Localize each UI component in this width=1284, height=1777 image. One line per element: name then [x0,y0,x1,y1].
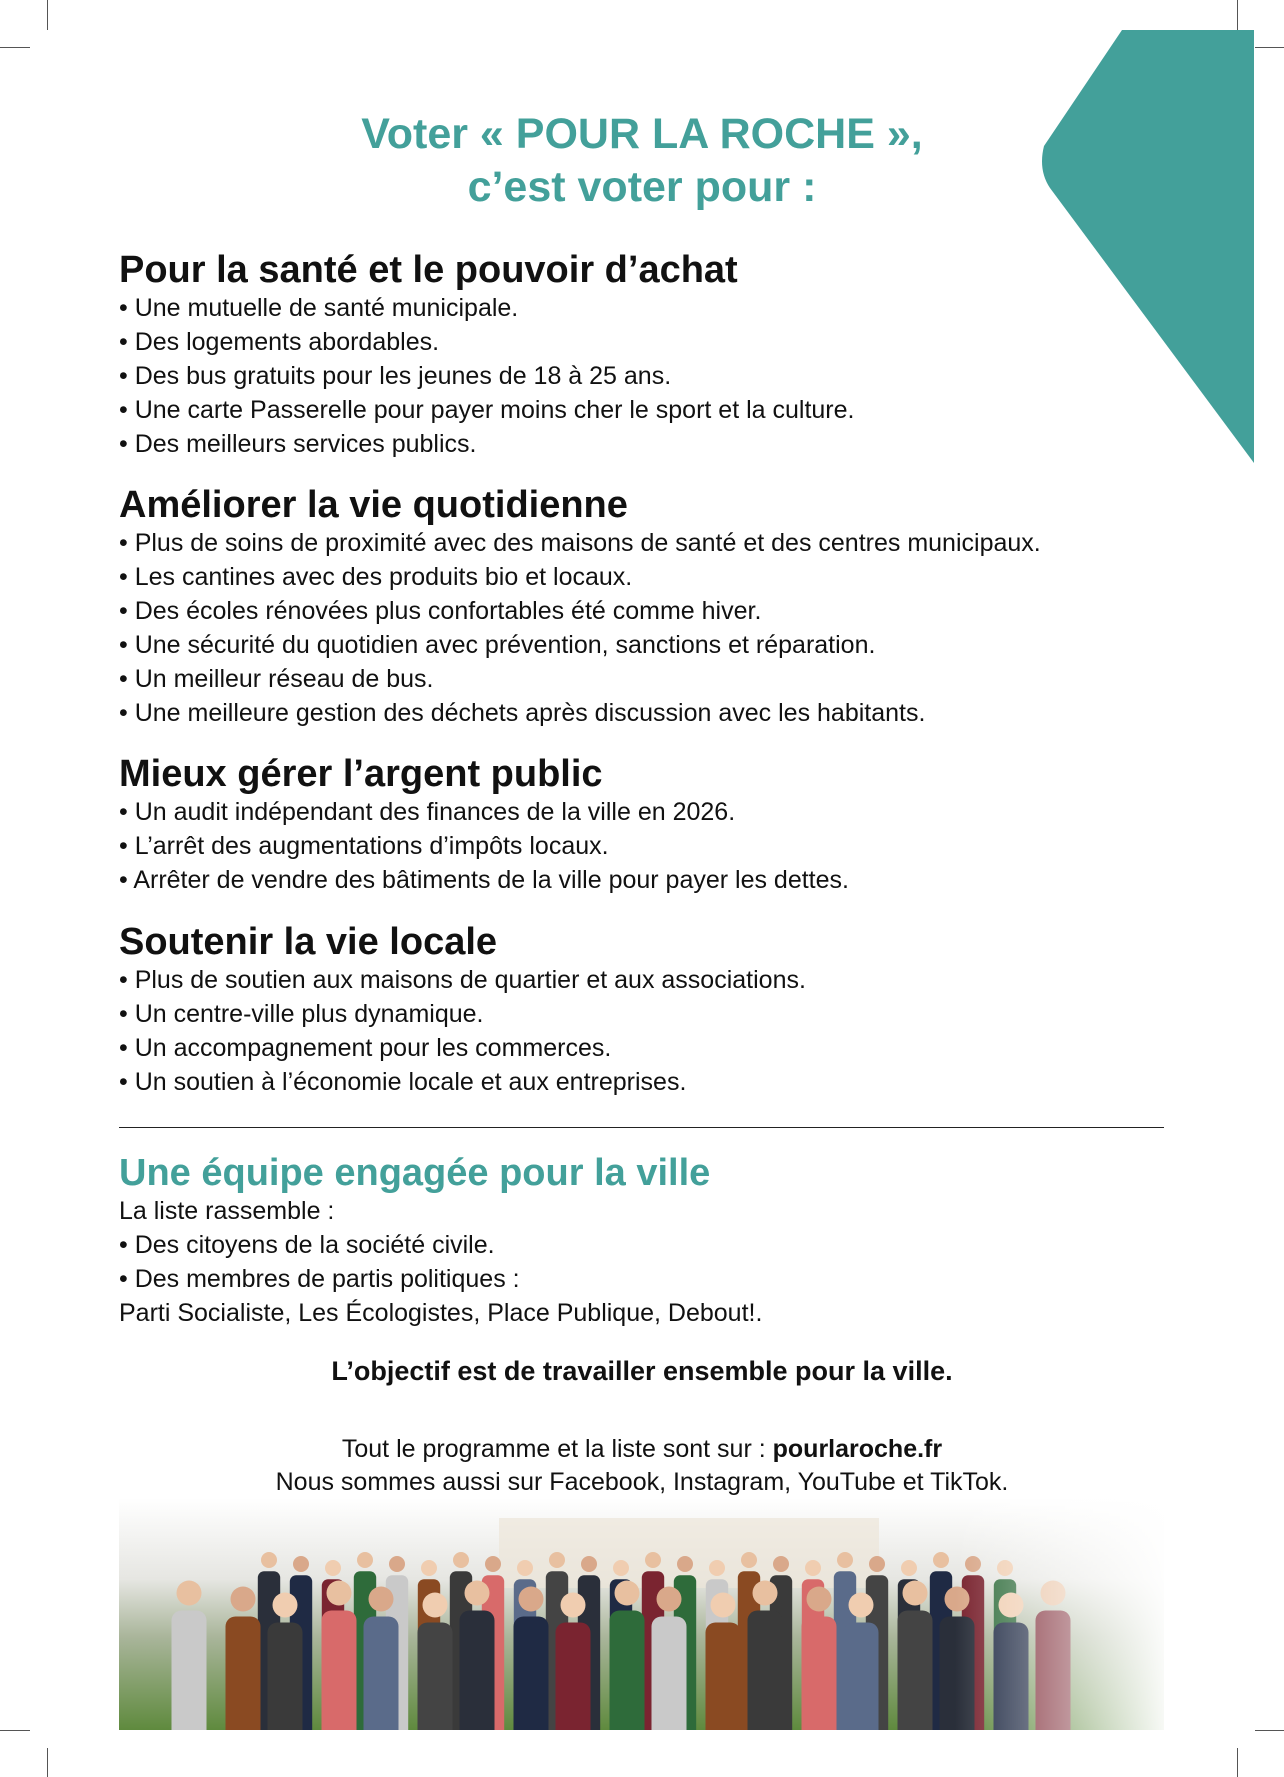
team-intro: La liste rassemble : [119,1197,335,1225]
list-item: • Un centre-ville plus dynamique. [119,1000,484,1028]
crop-mark [47,0,48,30]
list-item: • Un accompagnement pour les commerces. [119,1034,612,1062]
list-item: • Une sécurité du quotidien avec prévention, sanctions et réparation. [119,631,876,659]
team-heading: Une équipe engagée pour la ville [119,1152,711,1194]
list-item: • Une mutuelle de santé municipale. [119,294,519,322]
list-item: • Une meilleure gestion des déchets après discussion avec les habitants. [119,699,926,727]
decorative-teal-shape [1030,28,1260,468]
list-item: • Un soutien à l’économie locale et aux entreprises. [119,1068,687,1096]
section-heading: Améliorer la vie quotidienne [119,484,628,526]
list-item: • Une carte Passerelle pour payer moins cher le sport et la culture. [119,396,855,424]
list-item: • Un meilleur réseau de bus. [119,665,434,693]
objective-statement: L’objectif est de travailler ensemble pour la ville. [331,1356,953,1386]
list-item: • Des membres de partis politiques : [119,1265,520,1293]
list-item: • Des logements abordables. [119,328,440,356]
divider [119,1127,1164,1128]
list-item: • Des citoyens de la société civile. [119,1231,495,1259]
team-photo [119,1498,1164,1730]
title-line-1: Voter « POUR LA ROCHE », [361,110,923,158]
crop-mark [0,47,30,48]
list-item: • Des bus gratuits pour les jeunes de 18 à 25 ans. [119,362,672,390]
page-title [0,108,1284,214]
section-heading: Pour la santé et le pouvoir d’achat [119,249,738,291]
crop-mark [1237,1748,1238,1777]
crop-mark [47,1748,48,1777]
crop-mark [1255,1730,1284,1731]
program-line [0,1434,1284,1464]
website-link[interactable]: pourlaroche.fr [772,1435,943,1463]
list-item: • Des meilleurs services publics. [119,430,477,458]
title-line-2: c’est voter pour : [467,163,817,211]
list-item: • Les cantines avec des produits bio et locaux. [119,563,633,591]
list-item: • Plus de soutien aux maisons de quartier et aux associations. [119,966,806,994]
list-item: • Des écoles rénovées plus confortables été comme hiver. [119,597,762,625]
crop-mark [1237,0,1238,30]
social-line: Nous sommes aussi sur Facebook, Instagram, YouTube et TikTok. [275,1468,1009,1496]
list-item: • L’arrêt des augmentations d’impôts locaux. [119,832,609,860]
section-heading: Mieux gérer l’argent public [119,753,603,795]
list-item: • Plus de soins de proximité avec des maisons de santé et des centres municipaux. [119,529,1041,557]
list-item: • Un audit indépendant des finances de la ville en 2026. [119,798,736,826]
list-item: • Arrêter de vendre des bâtiments de la ville pour payer les dettes. [119,866,849,894]
section-heading: Soutenir la vie locale [119,921,498,963]
crop-mark [0,1730,30,1731]
program-prefix: Tout le programme et la liste sont sur : [341,1435,773,1463]
party-list: Parti Socialiste, Les Écologistes, Place Publique, Debout!. [119,1299,763,1327]
